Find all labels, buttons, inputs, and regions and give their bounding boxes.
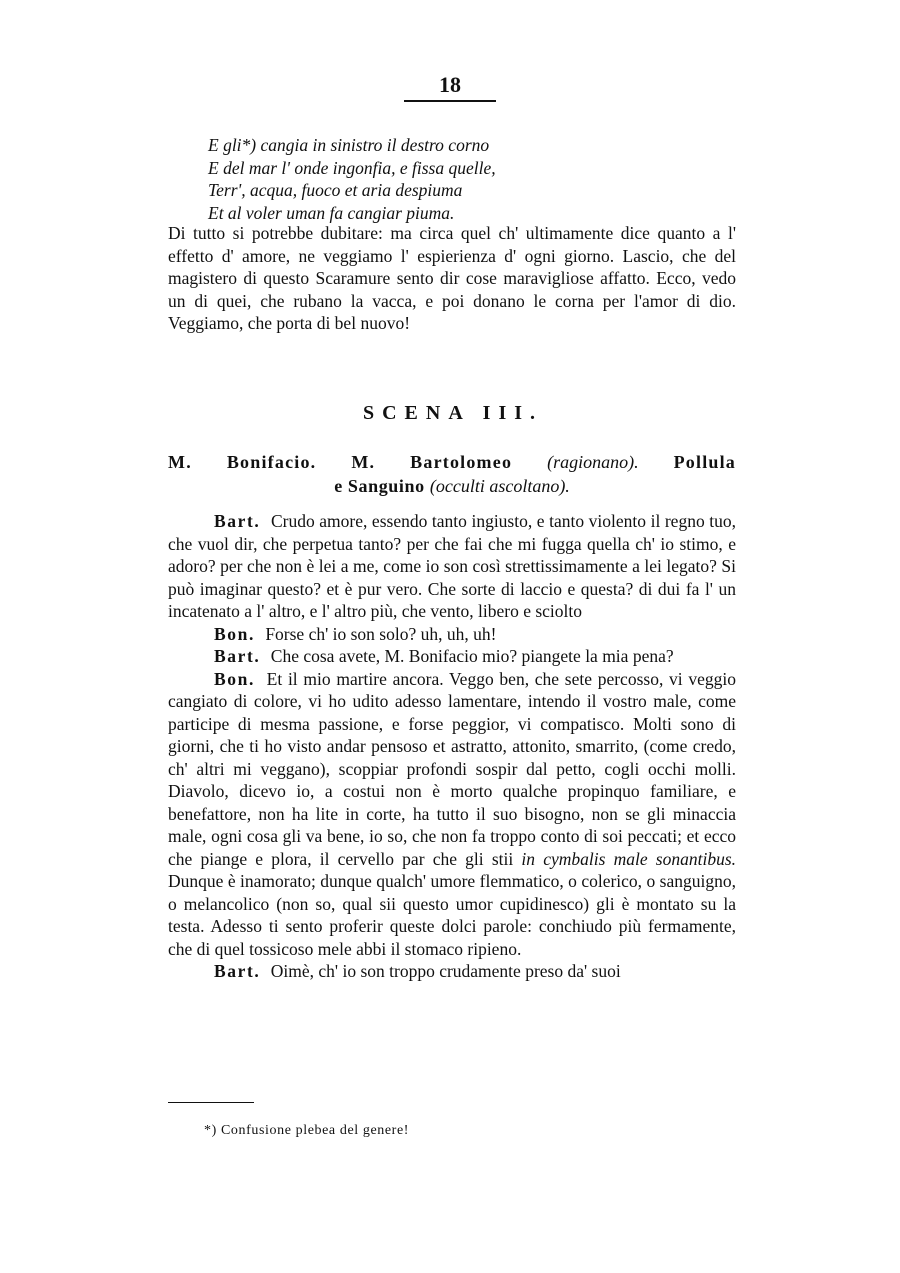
speaker-name: Bart.: [214, 511, 261, 531]
verse-line: Terr', acqua, fuoco et aria despiuma: [208, 180, 463, 200]
stage-direction: (ragionano).: [547, 452, 639, 472]
verse-line: E del mar l' onde ingonfia, e fissa quelle,: [208, 157, 496, 178]
latin-quote: in cymbalis male sonantibus.: [521, 848, 737, 869]
speech-text: Crudo amore, essendo tanto ingiusto, e tanto violento il regno tuo, che vuol dir, che perpetua tanto? per che fai che mi fugga quella ch' io stimo, e adoro? per che non è lei a me, come io son così strettissimamente a lei legato? Si può imaginar questo? et è pur vero. Che sorte di laccio e questa? di dui fa l' un incatenato a l' altro, e l' altro più, che vento, libero e sciolto: [168, 511, 737, 621]
cast-line-2: [168, 474, 736, 498]
cast-names: M. Bonifacio. M. Bartolomeo: [168, 452, 513, 472]
cast-list: [168, 450, 736, 498]
speech-text: Et il mio martire ancora. Veggo ben, che sete percosso, vi veggio cangiato di colore, vi ho udito adesso lamentare, intendo il vostro male, come participe di mesma passione, e forse peggior, vi compatisco. Molti sono di giorni, che ti ho visto andar pensoso et astratto, attonito, smarrito, (come credo, ch' altri mi veggano), scoppiar profondi sospir dal petto, cogli occhi molli. Diavolo, dicevo io, a costui non è morto qualche propinquo familiare, e benefattore, non ha lite in corte, ha tutto il suo bisogno, non se gli minaccia male, ogni cosa gli va bene, io so, che non fa troppo conto di soi peccati; et ecco che piange e plora, il cervello par che gli stii: [168, 668, 737, 869]
speech-text: Oimè, ch' io son troppo crudamente preso da' suoi: [270, 961, 621, 981]
prose-paragraph: Di tutto si potrebbe dubitare: ma circa quel ch' ultimamente dice quanto a l' effetto d' amore, ne veggiamo l' espierienza d' ogni giorno. Lascio, che del magistero di questo Scaramure sento dir cose maravigliose affatto. Ecco, vedo un di quei, che rubano la vacca, e poi donano le corna per l'amor di dio. Veggiamo, che porta di bel nuovo!: [168, 223, 736, 333]
speech: [168, 645, 736, 668]
speech: [168, 510, 736, 623]
cast-names: e Sanguino: [334, 476, 425, 496]
speech-text: Che cosa avete, M. Bonifacio mio? piangete la mia pena?: [270, 646, 674, 666]
footnote-rule: [168, 1102, 254, 1103]
cast-line-1: [168, 450, 736, 474]
verse-line: Et al voler uman fa cangiar piuma.: [208, 202, 455, 223]
verse-block: [208, 134, 768, 224]
speaker-name: Bon.: [214, 623, 255, 644]
verse-line: E gli*) cangia in sinistro il destro corno: [208, 135, 490, 155]
dialogue: [168, 510, 736, 983]
page-number: 18: [439, 72, 461, 97]
cast-names: Pollula: [673, 452, 737, 472]
stage-direction: (occulti ascoltano).: [429, 476, 570, 496]
speech-text: Dunque è inamorato; dunque qualch' umore flemmatico, o colerico, o sanguigno, o melancolico (non so, qual sii questo umor cupidinesco) gli è montato su la testa. Adesso ti sento proferir queste dolci parole: conchiudo più fermamente, che di quel tossicoso mele abbi il stomaco ripieno.: [168, 871, 736, 959]
speaker-name: Bart.: [214, 646, 261, 666]
speech: [168, 623, 736, 646]
page-number-rule: [404, 100, 496, 102]
footnote: *) Confusione plebea del genere!: [204, 1123, 410, 1138]
scene-title: SCENA III.: [362, 402, 544, 424]
speaker-name: Bart.: [214, 961, 261, 981]
speech: [168, 668, 736, 961]
speech-text: Forse ch' io son solo? uh, uh, uh!: [265, 623, 497, 644]
speaker-name: Bon.: [214, 668, 255, 689]
speech: [168, 960, 736, 983]
